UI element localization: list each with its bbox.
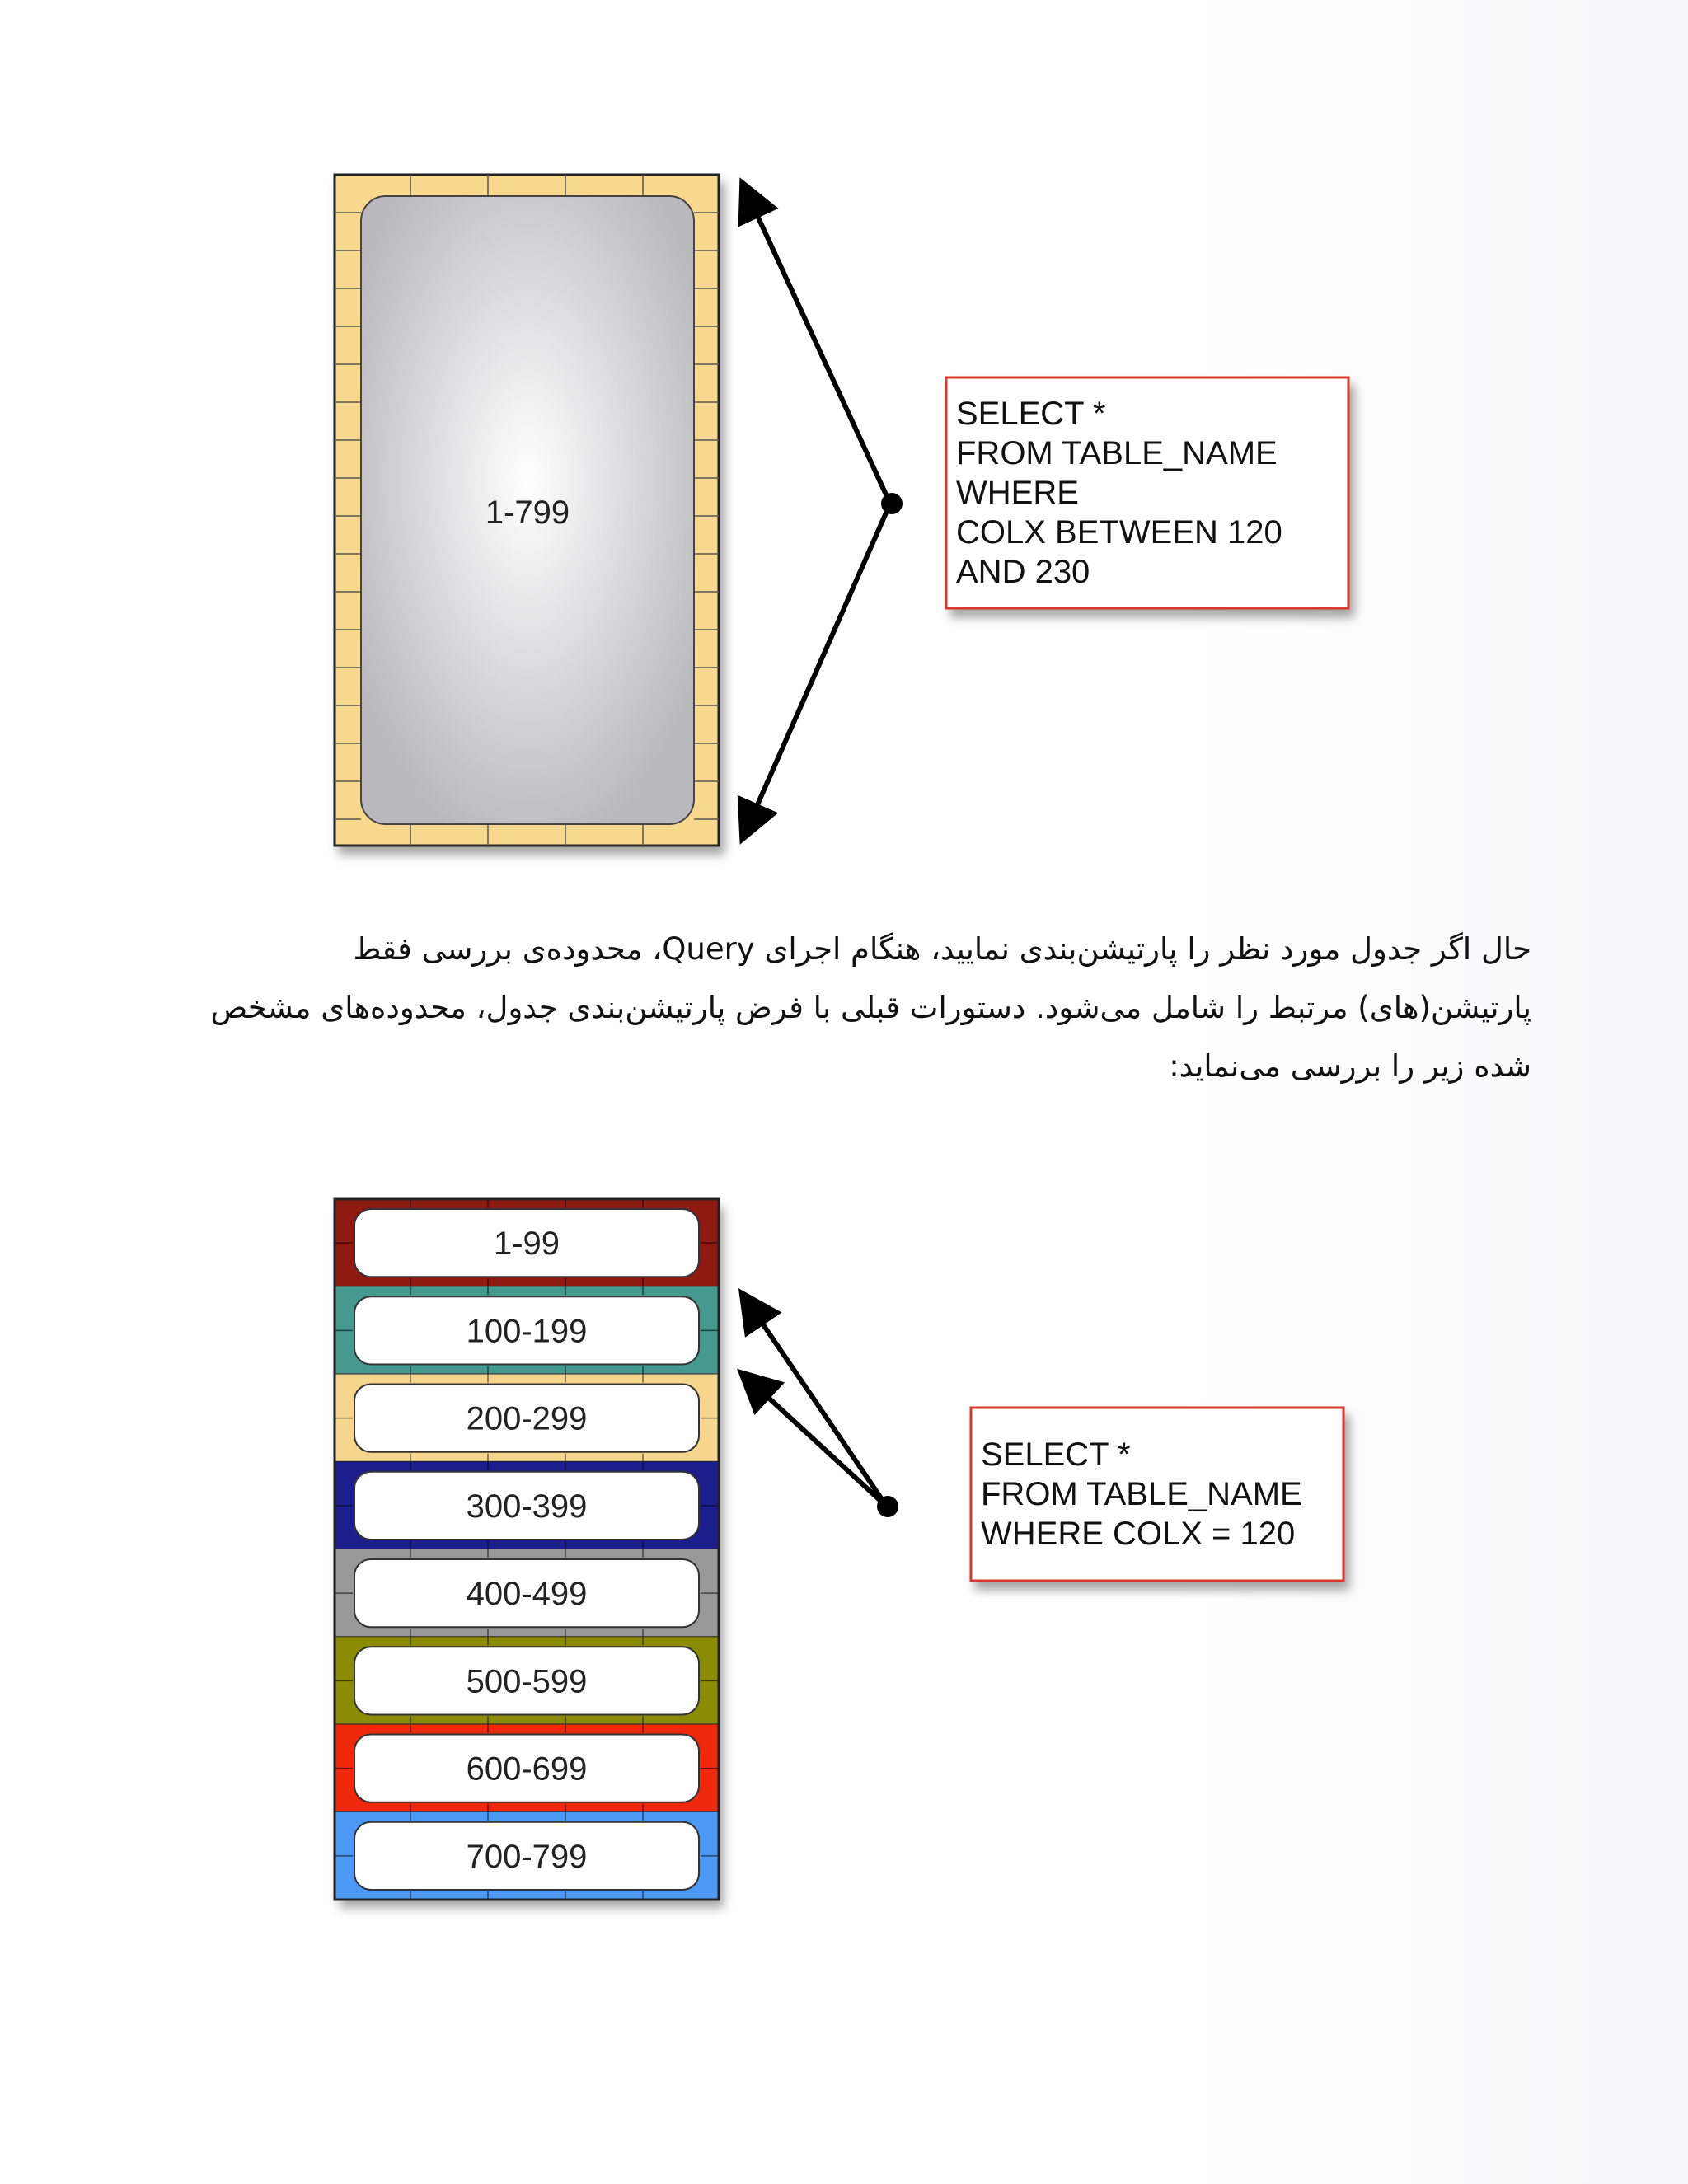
- arrow-origin-dot: [877, 1496, 898, 1517]
- query-line: AND 230: [956, 554, 1090, 590]
- partition-range-label: 600-699: [466, 1750, 588, 1788]
- scan-range-arrows: [743, 185, 903, 837]
- query-line: SELECT *: [956, 396, 1106, 432]
- partition-500-599: [335, 1637, 719, 1724]
- query-line: SELECT *: [981, 1436, 1131, 1473]
- partition-arrows: [743, 1296, 898, 1517]
- partition-range-label: 200-299: [466, 1400, 588, 1437]
- query-line: COLX BETWEEN 120: [956, 514, 1282, 551]
- paragraph-line: پارتیشن(های) مرتبط را شامل می‌شود. دستورات قبلی با فرض پارتیشن‌بندی جدول، محدوده‌های مشخص: [210, 990, 1531, 1025]
- table-range-label: 1-799: [485, 494, 570, 531]
- partition-range-label: 1-99: [493, 1226, 560, 1263]
- query-line: WHERE: [956, 475, 1079, 511]
- partition-1-99: [335, 1199, 719, 1286]
- unpartitioned-table-diagram: [0, 0, 1688, 890]
- arrow-to-partition: [743, 1296, 887, 1507]
- partition-100-199: [335, 1286, 719, 1374]
- arrow-origin-dot: [881, 493, 903, 514]
- query-line: WHERE COLX = 120: [981, 1516, 1296, 1552]
- arrow-down: [743, 504, 890, 837]
- partition-range-label: 400-499: [466, 1576, 588, 1613]
- paragraph-line: شده زیر را بررسی می‌نماید:: [1169, 1048, 1531, 1084]
- body-paragraph: [157, 920, 1531, 1095]
- query-line: FROM TABLE_NAME: [956, 435, 1278, 471]
- paragraph-line: حال اگر جدول مورد نظر را پارتیشن‌بندی نمایید، هنگام اجرای Query، محدوده‌ی بررسی فقط: [353, 931, 1531, 967]
- partition-range-label: 500-599: [466, 1663, 588, 1700]
- partition-300-399: [335, 1462, 719, 1549]
- partition-range-label: 100-199: [466, 1313, 588, 1350]
- partition-range-label: 300-399: [466, 1488, 588, 1525]
- query-line: FROM TABLE_NAME: [981, 1476, 1302, 1512]
- partition-600-699: [335, 1725, 719, 1812]
- partition-list: [335, 1199, 719, 1900]
- partition-700-799: [335, 1812, 719, 1900]
- partition-range-label: 700-799: [466, 1838, 588, 1875]
- partitioned-table-diagram: [0, 1154, 1688, 1945]
- arrow-up: [743, 185, 890, 504]
- arrow-to-partition: [743, 1375, 887, 1507]
- partition-200-299: [335, 1375, 719, 1462]
- partition-400-499: [335, 1549, 719, 1637]
